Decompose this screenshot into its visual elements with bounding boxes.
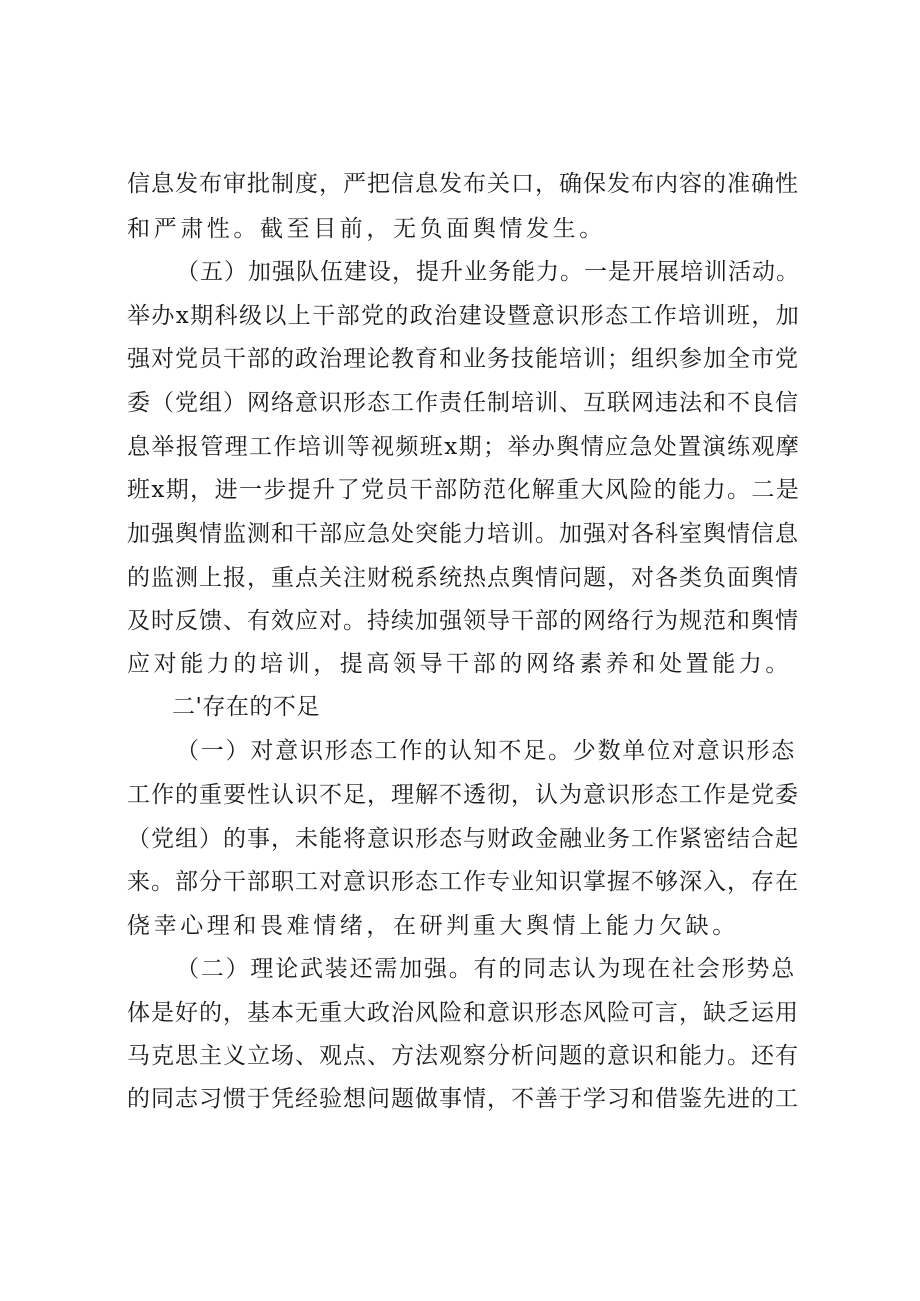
text-line-content: 的同志习惯于凭经验想问题做事情，不善于学习和借鉴先进的工 <box>127 1086 799 1112</box>
text-line <box>0 425 920 469</box>
text-line <box>0 1077 920 1121</box>
text-line-content: 来。部分干部职工对意识形态工作专业知识掌握不够深入，存在 <box>127 869 799 895</box>
text-line <box>0 1034 920 1078</box>
text-line <box>0 947 920 991</box>
text-line <box>0 817 920 861</box>
text-line <box>0 773 920 817</box>
text-line-content: 应对能力的培训，提高领导干部的网络素养和处置能力。 <box>127 651 792 677</box>
text-line <box>0 162 920 206</box>
text-line-content: 强对党员干部的政治理论教育和业务技能培训；组织参加全市党 <box>127 346 799 372</box>
text-line <box>0 642 920 686</box>
text-line <box>0 904 920 948</box>
text-line-content: 班x期，进一步提升了党员干部防范化解重大风险的能力。二是 <box>127 477 801 503</box>
text-line <box>0 294 920 338</box>
text-line <box>0 337 920 381</box>
text-line <box>0 381 920 425</box>
text-line-content: 举办x期科级以上干部党的政治建设暨意识形态工作培训班，加 <box>127 303 801 329</box>
text-line-content: （一）对意识形态工作的认知不足。少数单位对意识形态 <box>176 738 796 764</box>
text-line <box>0 599 920 643</box>
section-heading-text: 二'存在的不足 <box>172 694 320 720</box>
text-line <box>0 729 920 773</box>
text-line-content: （党组）的事，未能将意识形态与财政金融业务工作紧密结合起 <box>127 826 799 852</box>
text-line-content: 和严肃性。截至目前，无负面舆情发生。 <box>127 216 606 242</box>
text-line-content: （二）理论武装还需加强。有的同志认为现在社会形势总 <box>176 956 796 982</box>
section-heading <box>0 685 920 729</box>
text-line <box>0 468 920 512</box>
text-line <box>0 556 920 600</box>
text-line-content: （五）加强队伍建设，提升业务能力。一是开展培训活动。 <box>176 259 800 285</box>
text-line <box>0 860 920 904</box>
text-line-content: 加强舆情监测和干部应急处突能力培训。加强对各科室舆情信息 <box>127 521 799 547</box>
text-line-content: 及时反馈、有效应对。持续加强领导干部的网络行为规范和舆情 <box>127 608 799 634</box>
text-line-content: 马克思主义立场、观点、方法观察分析问题的意识和能力。还有 <box>127 1043 799 1069</box>
text-line-content: 工作的重要性认识不足，理解不透彻，认为意识形态工作是党委 <box>127 782 799 808</box>
text-line-content: 侥幸心理和畏难情绪，在研判重大舆情上能力欠缺。 <box>127 913 739 939</box>
text-line-content: 信息发布审批制度，严把信息发布关口，确保发布内容的准确性 <box>127 171 799 197</box>
text-line-content: 的监测上报，重点关注财税系统热点舆情问题，对各类负面舆情 <box>127 565 799 591</box>
text-line <box>0 250 920 294</box>
text-line-content: 息举报管理工作培训等视频班x期；举办舆情应急处置演练观摩 <box>127 434 801 460</box>
text-line <box>0 512 920 556</box>
text-line-content: 体是好的，基本无重大政治风险和意识形态风险可言，缺乏运用 <box>127 1000 799 1026</box>
text-line <box>0 207 920 251</box>
text-line <box>0 991 920 1035</box>
text-line-content: 委（党组）网络意识形态工作责任制培训、互联网违法和不良信 <box>127 390 799 416</box>
